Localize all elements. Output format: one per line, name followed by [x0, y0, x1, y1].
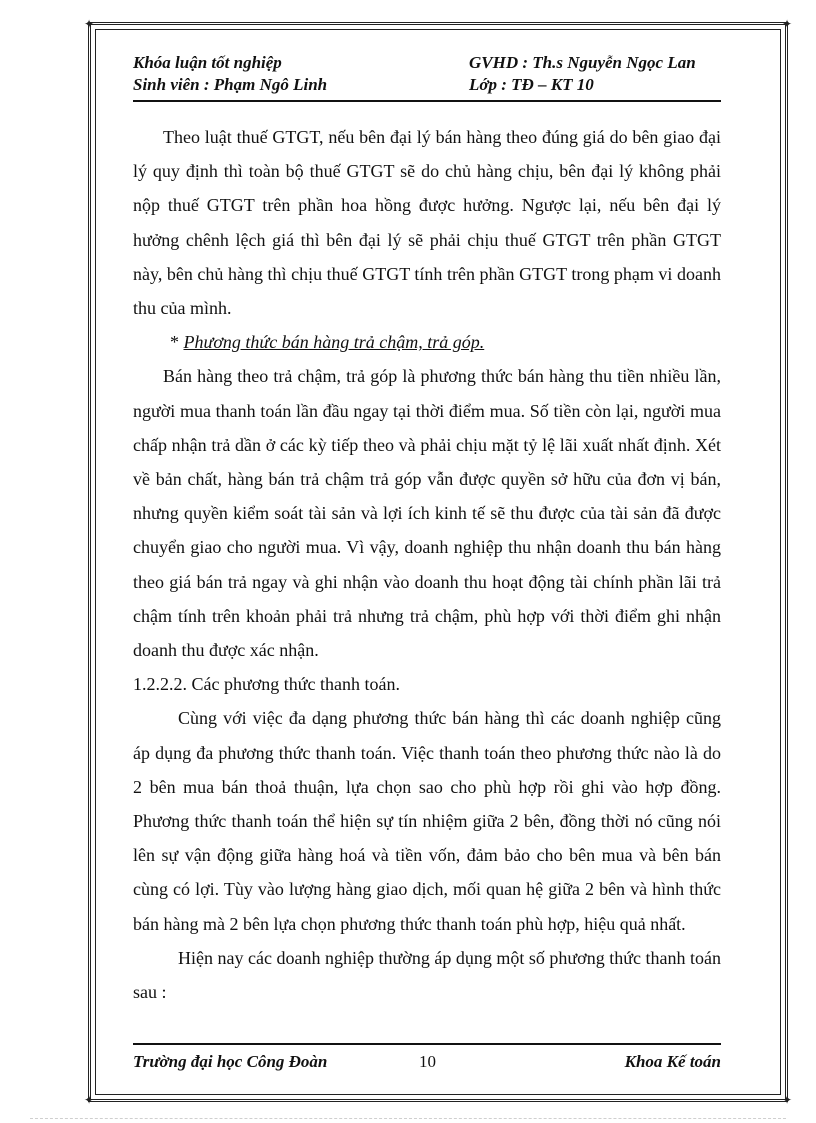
page-header [133, 52, 721, 96]
footer-university: Trường đại học Công Đoàn [133, 1052, 328, 1071]
paragraph-payment-methods: Cùng với việc đa dạng phương thức bán hàng thì các doanh nghiệp cũng áp dụng đa phương thức thanh toán. Việc thanh toán theo phương thức nào là do 2 bên mua bán thoả thuận, lựa chọn sao cho phù hợp rồi ghi vào hợp đồng. Phương thức thanh toán thể hiện sự tín nhiệm giữa 2 bên, đồng thời nó cũng nói lên sự vận động giữa hàng hoá và tiền vốn, đảm bảo cho bên mua và bên bán cùng có lợi. Tùy vào lượng hàng giao dịch, mối quan hệ giữa 2 bên và hình thức bán hàng mà 2 bên lựa chọn phương thức thanh toán phù hợp, hiệu quả nhất. [133, 708, 721, 934]
paragraph-payment-intro: Hiện nay các doanh nghiệp thường áp dụng một số phương thức thanh toán sau : [133, 947, 721, 1003]
header-class: Lớp : TĐ – KT 10 [469, 75, 594, 94]
paragraph-vat-agency: Theo luật thuế GTGT, nếu bên đại lý bán hàng theo đúng giá do bên giao đại lý quy định thì toàn bộ thuế GTGT sẽ do chủ hàng chịu, bên đại lý không phải nộp thuế GTGT trên phần hoa hồng được hưởng. Ngược lại, nếu bên đại lý hưởng chênh lệch giá thì bên đại lý sẽ phải chịu thuế GTGT trên phần GTGT này, bên chủ hàng thì chịu thuế GTGT tính trên phần GTGT trong phạm vi doanh thu của mình. [133, 127, 721, 319]
corner-ornament-icon: ✦ [84, 17, 95, 31]
corner-ornament-icon: ✦ [781, 1093, 792, 1107]
footer-divider [133, 1043, 721, 1045]
corner-ornament-icon: ✦ [84, 1093, 95, 1107]
page-number: 10 [419, 1052, 436, 1071]
page-footer [133, 1050, 721, 1074]
bullet-term: Phương thức bán hàng trả chậm, trả góp. [183, 332, 485, 353]
header-row-1 [133, 52, 721, 74]
paragraph-installment-sales: Bán hàng theo trả chậm, trả góp là phương thức bán hàng thu tiền nhiều lần, người mua thanh toán lần đầu ngay tại thời điểm mua. Số tiền còn lại, người mua chấp nhận trả dần ở các kỳ tiếp theo và phải chịu mặt tỷ lệ lãi xuất nhất định. Xét về bản chất, hàng bán trả chậm trả góp vẫn được quyền sở hữu của đơn vị bán, nhưng quyền kiểm soát tài sản và lợi ích kinh tế sẽ thu được của tài sản đã được chuyển giao cho người mua. Vì vậy, doanh nghiệp thu nhận doanh thu bán hàng theo giá bán trả ngay và ghi nhận vào doanh thu hoạt động tài chính phần lãi trả chậm tính trên khoản phải trả nhưng trả chậm, phù hợp với thời điểm ghi nhận doanh thu được xác nhận. [133, 366, 721, 661]
bullet-mark: * [170, 332, 184, 353]
document-body [133, 120, 721, 1009]
header-student: Sinh viên : Phạm Ngô Linh [133, 75, 328, 94]
header-row-2 [133, 74, 721, 96]
bullet-heading-installment [133, 325, 721, 359]
header-advisor: GVHD : Th.s Nguyễn Ngọc Lan [469, 53, 696, 72]
footer-faculty: Khoa Kế toán [624, 1052, 721, 1071]
header-divider [133, 100, 721, 102]
header-thesis-title: Khóa luận tốt nghiệp [133, 53, 282, 72]
section-heading-payment-methods: 1.2.2.2. Các phương thức thanh toán. [133, 674, 400, 695]
page-edge-rule [30, 1118, 786, 1119]
corner-ornament-icon: ✦ [781, 17, 792, 31]
